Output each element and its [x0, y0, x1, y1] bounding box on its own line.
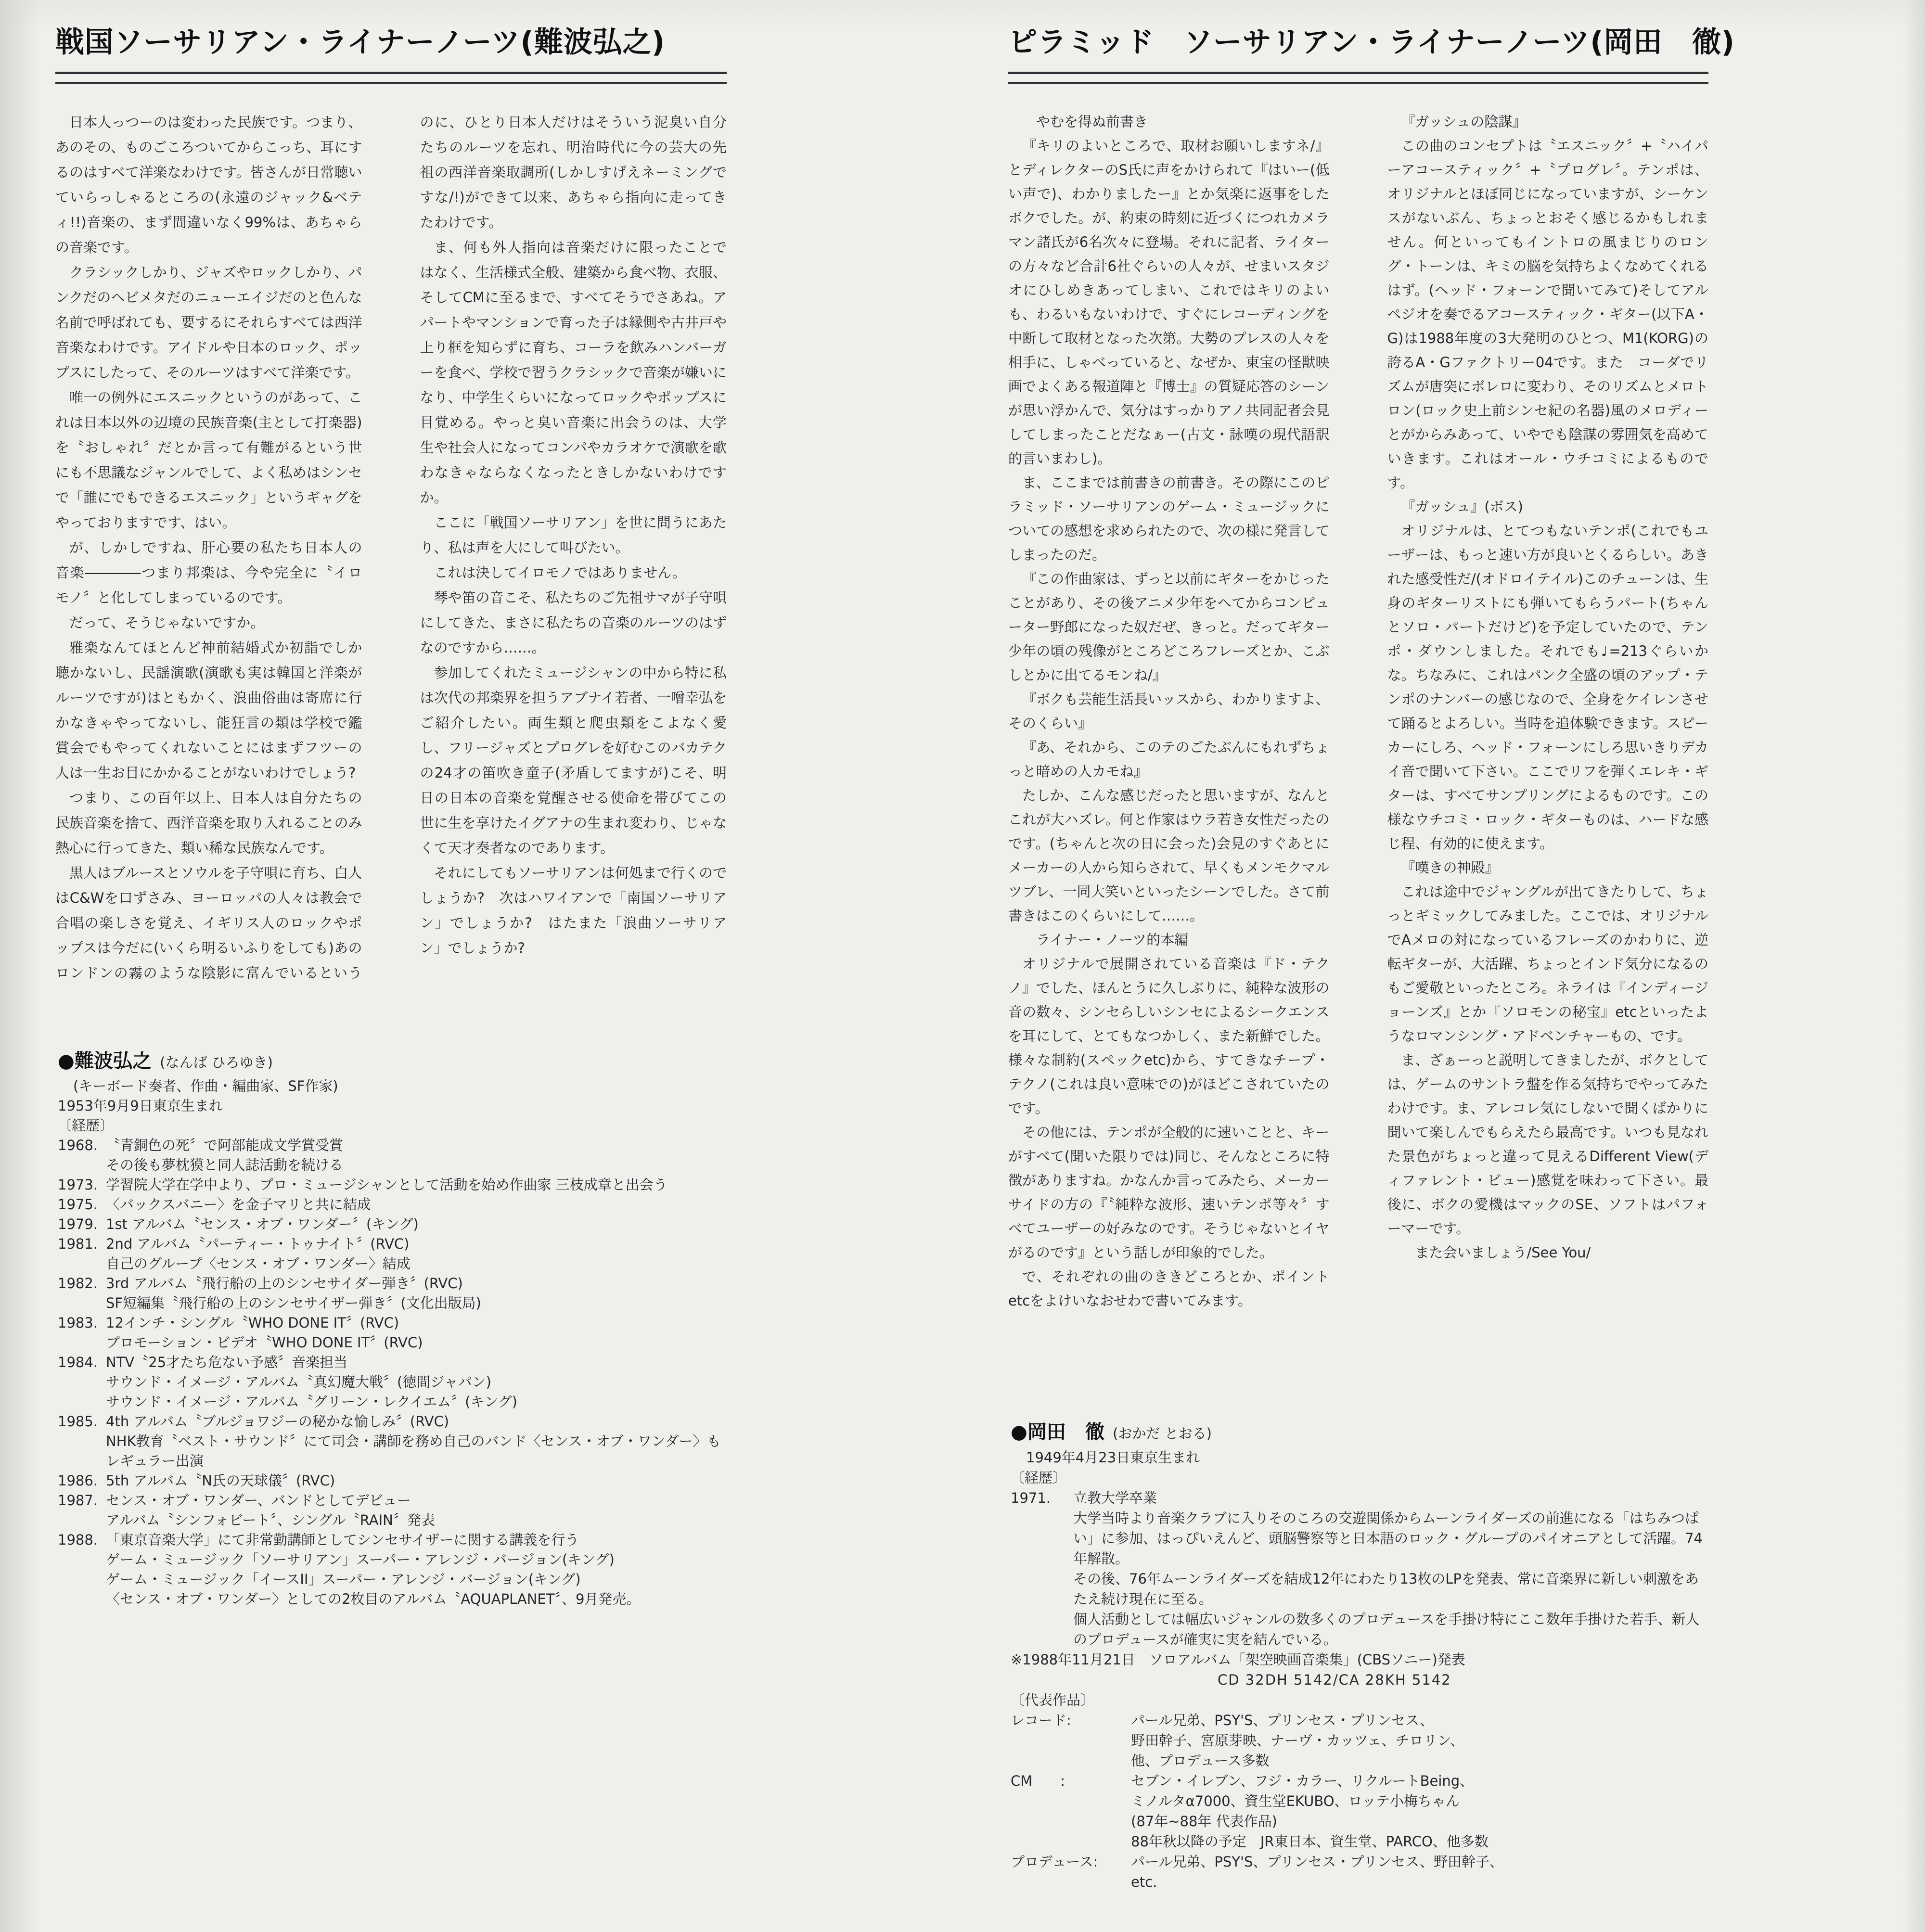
article-paragraph: やむを得ぬ前書き [1022, 114, 1148, 130]
article-paragraph: オリジナルは、とてつもないテンポ(これでもユーザーは、もっと速い方が良いとくるらしい。あきれた感受性だ/(オドロイテイル)このチューンは、生身のギターリストにも弾いてもらうパート(ちゃんとソロ・パートだけど)を予定していたので、テンポ・ダウンしました。それでも♩=213ぐらいかな。ちなみに、これはパンク全盛の頃のアップ・テンポのナンバーの感じなので、全身をケイレンさせて踊るとよろしい。当時を追体験できます。スピーカーにしろ、ヘッド・フォーンにしろ思いきりデカイ音で聞いて下さい。ここでリフを弾くエレキ・ギターは、すべてサンプリングによるものです。この様なウチコミ・ロック・ギターものは、ハードな感じ程、有効的に使えます。 [1387, 523, 1708, 852]
history-text: 大学当時より音楽クラブに入りそのころの交遊関係からムーンライダーズの前進になる「はちみつぱい」に参加、はっぴいえんど、頭脳警察等と日本語のロック・グループのパイオニアとして活躍。74年解散。 [1073, 1510, 1703, 1567]
works-category-label [1011, 1831, 1131, 1852]
history-text: ゲーム・ミュージック「イースII」スーパー・アレンジ・バージョン(キング) [106, 1571, 581, 1587]
history-year: 1968. [58, 1137, 98, 1153]
history-text: NTV〝25才たち危ない予感〞音楽担当 [106, 1354, 348, 1370]
works-category-label [1011, 1751, 1131, 1771]
works-row [1011, 1852, 1708, 1872]
article-paragraph: 『嘆きの神殿』 [1401, 859, 1499, 876]
article-paragraph: 雅楽なんてほとんど神前結婚式か初詣でしか聴かないし、民謡演歌(演歌も実は韓国と洋楽がルーツですが)はともかく、浪曲俗曲は寄席に行かなきゃやってないし、能狂言の類は学校で鑑賞会でもやってくれないことにはまずフツーの人は一生お目にかかることがないわけでしょう? [55, 640, 362, 781]
works-text: パール兄弟、PSY'S、プリンセス・プリンセス、野田幹子、 [1131, 1854, 1503, 1870]
history-row [58, 1175, 727, 1195]
history-row [58, 1155, 727, 1175]
works-text: パール兄弟、PSY'S、プリンセス・プリンセス、 [1131, 1712, 1434, 1728]
history-text: その後、76年ムーンライダーズを結成12年にわたり13枚のLPを発表、常に音楽界に新しい刺激をあたえ続け現在に至る。 [1073, 1571, 1699, 1607]
works-category-label [1011, 1872, 1131, 1892]
history-text: 2nd アルバム〝パーティー・トゥナイト〞(RVC) [106, 1236, 410, 1252]
article-paragraph: 参加してくれたミュージシャンの中から特に私は次代の邦楽界を担うアブナイ若者、一噌幸弘をご紹介したい。両生類と爬虫類をこよなく愛し、フリージャズとプログレを好むこのバカテクの24才の笛吹き童子(矛盾してますが)こそ、明日の日本の音楽を覚醒させる使命を帯びてこの世に生を享けたイグアナの生まれ変わり、じゃなくて天才奏者なのであります。 [420, 665, 727, 856]
history-year [58, 1254, 106, 1274]
article-paragraph: また会いましょう/See You/ [1401, 1244, 1591, 1261]
history-year: 1979. [58, 1216, 98, 1232]
works-text: 88年秋以降の予定 JR東日本、資生堂、PARCO、他多数 [1131, 1833, 1489, 1850]
left-page [55, 26, 727, 1607]
works-row [1011, 1791, 1708, 1811]
history-text: プロモーション・ビデオ〝WHO DONE IT〞(RVC) [106, 1334, 423, 1351]
history-row [58, 1471, 727, 1491]
works-row [1011, 1872, 1708, 1892]
history-row [1011, 1569, 1708, 1609]
history-text: 〝青銅色の死〞で阿部能成文学賞受賞 [106, 1137, 344, 1153]
history-year: 1983. [58, 1315, 98, 1331]
history-text: 学習院大学在学中より、プロ・ミュージシャンとして活動を始め作曲家 三枝成章と出会う [106, 1177, 667, 1193]
history-row [58, 1510, 727, 1530]
history-year: 1982. [58, 1275, 98, 1292]
left-bio-history-list [58, 1136, 727, 1609]
history-year [58, 1550, 106, 1570]
history-row [58, 1195, 727, 1215]
history-year [1011, 1569, 1073, 1609]
article-paragraph: ま、ここまでは前書きの前書き。その際にこのピラミッド・ソーサリアンのゲーム・ミュージックについての感想を求められたので、次の様に発言してしまったのだ。 [1008, 474, 1330, 563]
history-row [58, 1215, 727, 1234]
article-paragraph: つまり、この百年以上、日本人は自分たちの民族音楽を捨て、西洋音楽を取り入れることのみ熱心に行ってきた、類い稀な民族なんです。 [55, 790, 362, 856]
works-category-label: CM : [1011, 1773, 1065, 1789]
left-page-title: 戦国ソーサリアン・ライナーノーツ(難波弘之) [55, 26, 666, 59]
history-text: ゲーム・ミュージック「ソーサリアン」スーパー・アレンジ・バージョン(キング) [106, 1551, 615, 1568]
article-paragraph: その他には、テンポが全般的に速いことと、キーがすべて(聞いた限りでは)同じ、そんなところに特徴がありますね。かなんか言ってみたら、メーカーサイドの方の『〝純粋な波形、速いテンポ等々〞すべてユーザーの好みなのです。そうじゃないとイヤがるのです』という話しが印象的でした。 [1008, 1124, 1330, 1261]
history-text: サウンド・イメージ・アルバム〝真幻魔大戦〞(徳間ジャパン) [106, 1374, 491, 1390]
works-row [1011, 1730, 1708, 1751]
left-title-double-rule [55, 72, 727, 84]
article-paragraph: クラシックしかり、ジャズやロックしかり、パンクだのヘビメタだのニューエイジだのと色んな名前で呼ばれても、要するにそれらすべては西洋音楽なわけです。アイドルや日本のロック、ポップスにしたって、そのルーツはすべて洋楽です。 [55, 264, 362, 381]
history-year: 1971. [1011, 1490, 1051, 1506]
history-row [58, 1530, 727, 1550]
history-year: 1988. [58, 1532, 98, 1548]
article-paragraph: 唯一の例外にエスニックというのがあって、これは日本以外の辺境の民族音楽(主として打楽器)を〝おしゃれ〞だとか言って有難がるという世にも不思議なジャンルでして、よく私めはシンセで「誰にでもできるエスニック」というギャグをやっておりますです、はい。 [55, 389, 362, 531]
history-year: 1986. [58, 1472, 98, 1489]
history-row [1011, 1508, 1708, 1569]
right-bio-history-label: 〔経歴〕 [1011, 1470, 1067, 1486]
history-year: 1975. [58, 1196, 98, 1213]
history-year [58, 1432, 106, 1471]
left-bio-roles: (キーボード奏者、作曲・編曲家、SF作家) [73, 1078, 338, 1094]
history-text: NHK教育〝ベスト・サウンド〞にて司会・講師を務め自己のバンド〈センス・オブ・ワンダー〉もレギュラー出演 [106, 1433, 721, 1469]
history-text: 立教大学卒業 [1073, 1490, 1157, 1506]
works-text: 野田幹子、宮原芽映、ナーヴ・カッツェ、チロリン、 [1131, 1732, 1464, 1749]
history-text: 3rd アルバム〝飛行船の上のシンセサイダー弾き〞(RVC) [106, 1275, 463, 1292]
history-year [58, 1293, 106, 1313]
history-row [58, 1550, 727, 1570]
article-paragraph: これは途中でジャングルが出てきたりして、ちょっとギミックしてみました。ここでは、オリジナルでAメロの対になっているフレーズのかわりに、逆転ギターが、大活躍、ちょっとインド気分になるのもご愛敬といったところ。ネライは『インディージョーンズ』とか『ソロモンの秘宝』etcといったようなロマンシング・アドベンチャーもの、です。 [1387, 883, 1708, 1044]
history-row [58, 1412, 727, 1432]
works-category-label [1011, 1730, 1131, 1751]
article-paragraph: だって、そうじゃないですか。 [69, 614, 265, 631]
history-text: 4th アルバム〝ブルジョワジーの秘かな愉しみ〞(RVC) [106, 1413, 449, 1430]
history-year: 1981. [58, 1236, 98, 1252]
right-page [1008, 26, 1735, 1890]
history-text: 5th アルバム〝N氏の天球儀〞(RVC) [106, 1472, 335, 1489]
works-text: (87年~88年 代表作品) [1131, 1813, 1277, 1830]
article-paragraph: 黒人はブルースとソウルを子守唄に育ち、白人はC&Wを口ずさみ、ヨーロッパの人々は教会で合唱の楽しさを覚え、イギリス人のロックやポップスは今だに(いくら明るいふりをしても)あのロンドンの霧のような陰影に富んでいるというのに、ひとり日本人だけはそういう泥臭い自分たちのルーツを忘れ、明治時代に今の芸大の先祖の西洋音楽取調所(しかしすげえネーミングですな/!)ができて以来、あちゃら指向に走ってきたわけです。 [55, 114, 727, 981]
history-row [58, 1392, 727, 1412]
right-bio-section [1011, 1422, 1708, 1892]
history-row [58, 1589, 727, 1609]
history-year [58, 1589, 106, 1609]
article-paragraph: 『ガッシュの陰謀』 [1401, 114, 1527, 130]
article-paragraph: 日本人っつーのは変わった民族です。つまり、あのその、ものごころついてからこっち、耳にするのはすべて洋楽なわけです。皆さんが日常聴いていらっしゃるところの(永遠のジャック&ベティ!!)音楽の、まず間違いなく99%は、あちゃらの音楽です。 [55, 114, 362, 256]
history-text: その後も夢枕獏と同人誌活動を続ける [106, 1157, 344, 1173]
history-text: 12インチ・シングル〝WHO DONE IT〞(RVC) [106, 1315, 399, 1331]
history-text: 〈バックスバニー〉を金子マリと共に結成 [106, 1196, 371, 1213]
works-category-label [1011, 1811, 1131, 1831]
history-text: 個人活動としては幅広いジャンルの数多くのプロデュースを手掛け特にここ数年手掛けた若手、新人のプロデュースが確実に実を結んでいる。 [1073, 1611, 1700, 1648]
works-text: セブン・イレブン、フジ・カラー、リクルートBeing、 [1131, 1773, 1474, 1789]
history-year [58, 1333, 106, 1353]
history-text: 自己のグループ〈センス・オブ・ワンダー〉結成 [106, 1255, 411, 1272]
history-year [1011, 1609, 1073, 1650]
history-row [58, 1570, 727, 1589]
history-row [58, 1333, 727, 1353]
history-text: SF短編集〝飛行船の上のシンセサイザー弾き〞(文化出版局) [106, 1295, 481, 1311]
works-row [1011, 1771, 1708, 1791]
right-bio-history-list [1011, 1488, 1708, 1650]
history-row [58, 1293, 727, 1313]
works-row [1011, 1710, 1708, 1730]
right-bio-name: ●岡田 徹 [1011, 1421, 1104, 1443]
history-text: 1st アルバム〝センス・オブ・ワンダー〞(キング) [106, 1216, 419, 1232]
history-row [58, 1254, 727, 1274]
article-paragraph: 『あ、それから、このテのごたぶんにもれずちょっと暗めの人カモね』 [1008, 739, 1330, 780]
article-paragraph: 『キリのよいところで、取材お願いしますネ/』とディレクターのS氏に声をかけられて『はいー(低い声で)、わかりましたー』とか気楽に返事をしたボクでした。が、約束の時刻に近づくにつれカメラマン諸氏が6名次々に登場。それに記者、ライターの方々など合計6社ぐらいの人々が、せまいスタジオにひしめきあってしまい、これではキリのよいも、わるいもないわけで、すぐにレコーディングを中断して取材となった次第。大勢のプレスの人々を相手に、しゃべっていると、なぜか、東宝の怪獣映画でよくある報道陣と『博士』の質疑応答のシーンが思い浮かんで、気分はすっかりアノ共同記者会見してしまったことだなぁー(古文・詠嘆の現代語訳的言いまわし)。 [1008, 138, 1330, 467]
article-paragraph: ま、ざぁーっと説明してきましたが、ボクとしては、ゲームのサントラ盤を作る気持ちでやってみたわけです。ま、アレコレ気にしないで聞くばかりに聞いて楽しんでもらえたら最高です。いつも見なれた景色がちょっと違って見えるDifferent View(ディファレント・ビュー)感覚を味わって下さい。最後に、ボクの愛機はマックのSE、ソフトはパフォーマーです。 [1387, 1052, 1708, 1237]
works-category-label [1011, 1791, 1131, 1811]
works-text: etc. [1131, 1874, 1157, 1890]
history-row [58, 1274, 727, 1293]
article-paragraph: たしか、こんな感じだったと思いますが、なんとこれが大ハズレ。何と作家はウラ若き女性だったのです。(ちゃんと次の日に会った)会見のすぐあとにメーカーの人から知らされて、早くもメンモクマルツブレ、一同大笑いといったシーンでした。さて前書きはこのくらいにして……。 [1008, 787, 1330, 924]
works-row [1011, 1811, 1708, 1831]
works-row [1011, 1751, 1708, 1771]
works-text: 他、プロデュース多数 [1131, 1753, 1270, 1769]
article-paragraph: ライナー・ノーツ的本編 [1022, 932, 1189, 948]
history-row [58, 1491, 727, 1510]
right-bio-works-list [1011, 1710, 1708, 1892]
history-row [58, 1432, 727, 1471]
left-bio-birthdate: 1953年9月9日東京生まれ [58, 1098, 223, 1114]
article-paragraph: それにしてもソーサリアンは何処まで行くのでしょうか? 次はハワイアンで「南国ソーサリアン」でしょうか? はたまた「浪曲ソーサリアン」でしょうか? [420, 865, 727, 956]
history-row [58, 1353, 727, 1372]
article-paragraph: ここに「戦国ソーサリアン」を世に問うにあたり、私は声を大にして叫びたい。 [420, 514, 727, 556]
right-bio-name-reading: (おかだ とおる) [1113, 1425, 1212, 1442]
history-year: 1987. [58, 1492, 98, 1509]
history-year [1011, 1508, 1073, 1569]
history-text: センス・オブ・ワンダー、バンドとしてデビュー [106, 1492, 411, 1509]
right-title-double-rule [1008, 72, 1708, 84]
history-year [58, 1510, 106, 1530]
works-text: ミノルタα7000、資生堂EKUBO、ロッテ小梅ちゃん [1131, 1793, 1460, 1809]
left-bio-history-label: 〔経歴〕 [58, 1117, 114, 1134]
right-bio-birthdate: 1949年4月23日東京生まれ [1026, 1449, 1200, 1466]
history-year [58, 1570, 106, 1589]
works-category-label: レコード: [1011, 1712, 1071, 1728]
history-row [58, 1372, 727, 1392]
article-paragraph: これは決してイロモノではありません。 [434, 564, 686, 581]
article-paragraph: 『この作曲家は、ずっと以前にギターをかじったことがあり、その後アニメ少年をへてからコンピューター野郎になった奴だぜ、きっと。だってギター少年の頃の残像がところどころフレーズとか、こぶしとかに出てるモンね/』 [1008, 571, 1330, 683]
article-paragraph: この曲のコンセプトは〝エスニック〞+〝ハイパーアコースティック〞+〝プログレ〞。テンポは、オリジナルとほぼ同じになっていますが、シーケンスがないぶん、ちょっとおそく感じるかもしれません。何といってもイントロの風まじりのロング・トーンは、キミの脳を気持ちよくなめてくれるはず。(ヘッド・フォーンで聞いてみて)そしてアルペジオを奏でるアコースティック・ギター(以下A・G)は1988年度の3大発明のひとつ、M1(KORG)の誇るA・Gファクトリー04です。また コーダでリズムが唐突にボレロに変わり、そのリズムとメロトロン(ロック史上前シンセ紀の名器)風のメロディーとがからみあって、いやでも陰謀の雰囲気を高めていきます。これはオール・ウチコミによるものです。 [1387, 138, 1708, 491]
left-bio-name-row [58, 1051, 727, 1073]
left-bio-name: ●難波弘之 [58, 1050, 152, 1072]
history-text: サウンド・イメージ・アルバム〝グリーン・レクイエム〞(キング) [106, 1394, 517, 1410]
article-paragraph: が、しかしですね、肝心要の私たち日本人の音楽――――つまり邦楽は、今や完全に〝イロモノ〞と化してしまっているのです。 [55, 539, 362, 606]
history-text: アルバム〝シンフォビート〞、シングル〝RAIN〞発表 [106, 1512, 435, 1528]
history-year: 1973. [58, 1177, 98, 1193]
history-year [58, 1155, 106, 1175]
works-row [1011, 1831, 1708, 1852]
article-paragraph: 『ガッシュ』(ボス) [1401, 499, 1523, 515]
history-row [1011, 1488, 1708, 1508]
article-paragraph: 『ボクも芸能生活長いッスから、わかりますよ、そのくらい』 [1008, 691, 1330, 731]
history-text: 〈センス・オブ・ワンダー〉としての2枚目のアルバム〝AQUAPLANET〞、9月発売。 [106, 1591, 641, 1607]
right-article-columns [1008, 110, 1708, 1366]
history-text: 「東京音楽大学」にて非常勤講師としてシンセサイザーに関する講義を行う [106, 1532, 579, 1548]
left-bio-section [58, 1051, 727, 1609]
article-paragraph: ま、何も外人指向は音楽だけに限ったことではなく、生活様式全般、建築から食べ物、衣服、そしてCMに至るまで、すべてそうでさあね。アパートやマンションで育った子は縁側や古井戸や上り框を知らずに育ち、コーラを飲みハンバーガーを食べ、学校で習うクラシックで音楽が嫌いになり、中学生くらいになってロックやポップスに目覚める。やっと臭い音楽に出会うのは、大学生や社会人になってコンパやカラオケで演歌を歌わなきゃならなくなったときしかないわけですか。 [420, 239, 727, 506]
article-paragraph: 琴や笛の音こそ、私たちのご先祖サマが子守唄にしてきた、まさに私たちの音楽のルーツのはずなのですから……。 [420, 589, 727, 656]
history-year: 1985. [58, 1413, 98, 1430]
article-paragraph: オリジナルで展開されている音楽は『ド・テクノ』でした、ほんとうに久しぶりに、純粋な波形の音の数々、シンセらしいシンセによるシークエンスを耳にして、とてもなつかしく、また新鮮でした。様々な制約(スペックetc)から、すてきなチープ・テクノ(これは良い意味での)がほどこされていたのです。 [1008, 956, 1330, 1116]
left-article-columns [55, 110, 727, 1024]
right-bio-release-note: ※1988年11月21日 ソロアルバム「架空映画音楽集」(CBSソニー)発表 [1011, 1651, 1465, 1668]
history-year: 1984. [58, 1354, 98, 1370]
history-row [58, 1313, 727, 1333]
history-year [58, 1392, 106, 1412]
right-bio-works-label: 〔代表作品〕 [1011, 1692, 1095, 1708]
left-bio-name-reading: (なんば ひろゆき) [160, 1054, 273, 1071]
right-page-title: ピラミッド ソーサリアン・ライナーノーツ(岡田 徹) [1008, 26, 1735, 59]
history-row [1011, 1609, 1708, 1650]
history-year [58, 1372, 106, 1392]
history-row [58, 1234, 727, 1254]
article-paragraph: で、それぞれの曲のききどころとか、ポイントetcをよけいなおせわで書いてみます。 [1008, 1268, 1330, 1309]
right-bio-catalog-numbers: CD 32DH 5142/CA 28KH 5142 [1218, 1672, 1451, 1688]
right-bio-name-row [1011, 1422, 1708, 1444]
works-category-label: プロデュース: [1011, 1854, 1098, 1870]
history-row [58, 1136, 727, 1155]
